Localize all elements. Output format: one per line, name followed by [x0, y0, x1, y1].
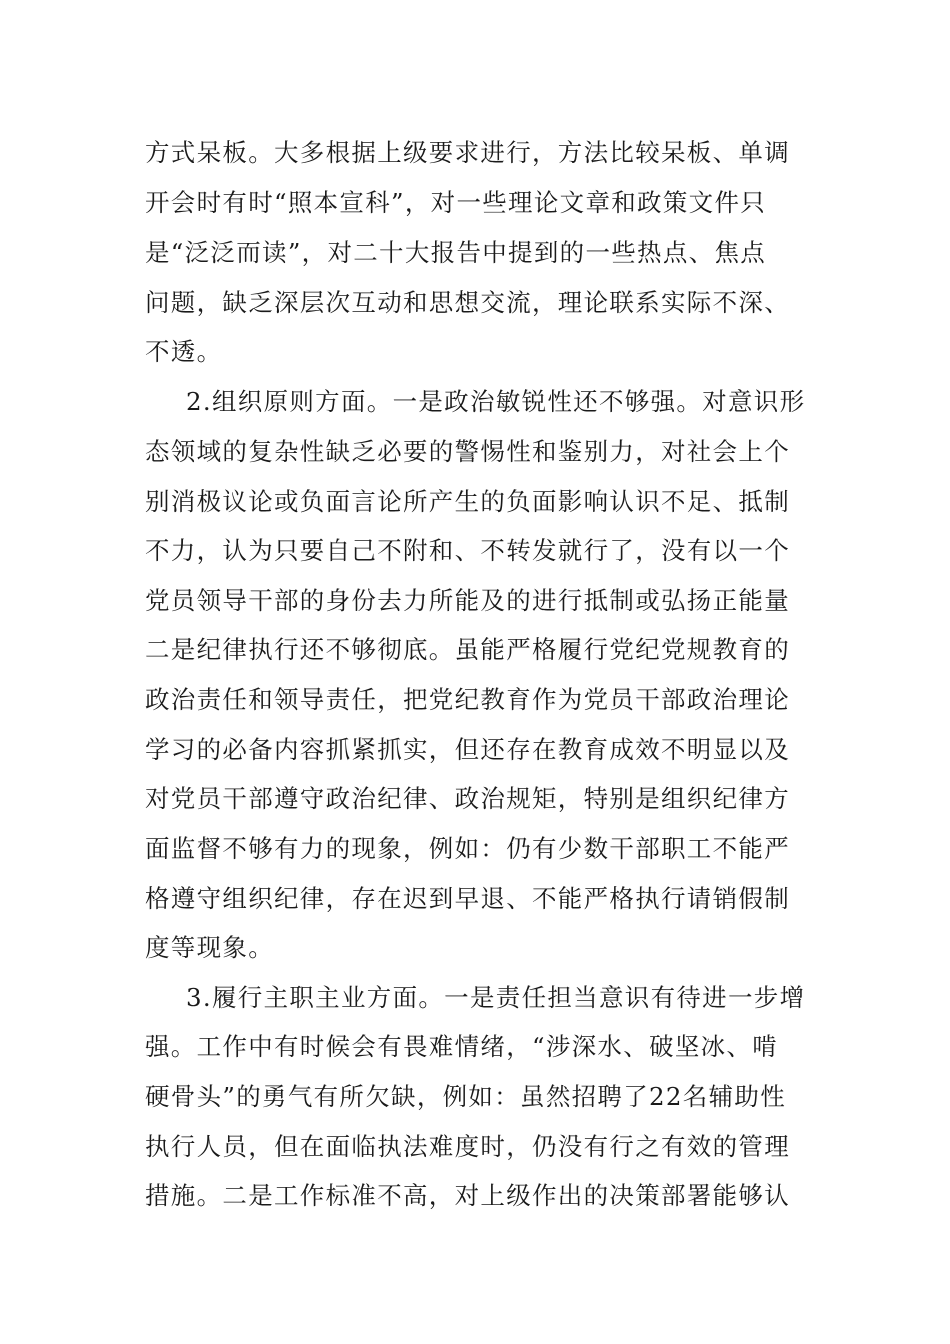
text-line: 方式呆板。大多根据上级要求进行，方法比较呆板、单调 — [145, 138, 790, 167]
text-line: 执行人员，但在面临执法难度时，仍没有行之有效的管理 — [145, 1132, 790, 1161]
text-line: 措施。二是工作标准不高，对上级作出的决策部署能够认 — [145, 1181, 790, 1210]
text-line: 二是纪律执行还不够彻底。虽能严格履行党纪党规教育的 — [145, 635, 790, 664]
text-line: 开会时有时“照本宣科”，对一些理论文章和政策文件只 — [145, 188, 767, 217]
text-line: 党员领导干部的身份去力所能及的进行抵制或弘扬正能量 — [145, 586, 790, 615]
text-line: 硬骨头”的勇气有所欠缺，例如：虽然招聘了22名辅助性 — [145, 1082, 786, 1111]
text-line: 别消极议论或负面言论所产生的负面影响认识不足、抵制 — [145, 487, 790, 516]
paragraph-2-first-line: 2.组织原则方面。一是政治敏锐性还不够强。对意识形 — [186, 387, 806, 416]
text-line: 态领域的复杂性缺乏必要的警惕性和鉴别力，对社会上个 — [145, 437, 790, 466]
text-line: 面监督不够有力的现象，例如：仍有少数干部职工不能严 — [145, 834, 790, 863]
text-line: 对党员干部遵守政治纪律、政治规矩，特别是组织纪律方 — [145, 784, 790, 813]
text-line: 是“泛泛而读”，对二十大报告中提到的一些热点、焦点 — [145, 238, 767, 267]
text-line: 学习的必备内容抓紧抓实，但还存在教育成效不明显以及 — [145, 735, 790, 764]
text-line: 不力，认为只要自己不附和、不转发就行了，没有以一个 — [145, 536, 790, 565]
text-line: 政治责任和领导责任，把党纪教育作为党员干部政治理论 — [145, 685, 790, 714]
text-line: 度等现象。 — [145, 933, 274, 962]
paragraph-3-first-line: 3.履行主职主业方面。一是责任担当意识有待进一步增 — [186, 983, 806, 1012]
text-line: 强。工作中有时候会有畏难情绪，“涉深水、破坚冰、啃 — [145, 1032, 779, 1061]
text-line: 问题，缺乏深层次互动和思想交流，理论联系实际不深、 — [145, 288, 790, 317]
text-line: 格遵守组织纪律，存在迟到早退、不能严格执行请销假制 — [145, 884, 790, 913]
text-line: 不透。 — [145, 337, 223, 366]
